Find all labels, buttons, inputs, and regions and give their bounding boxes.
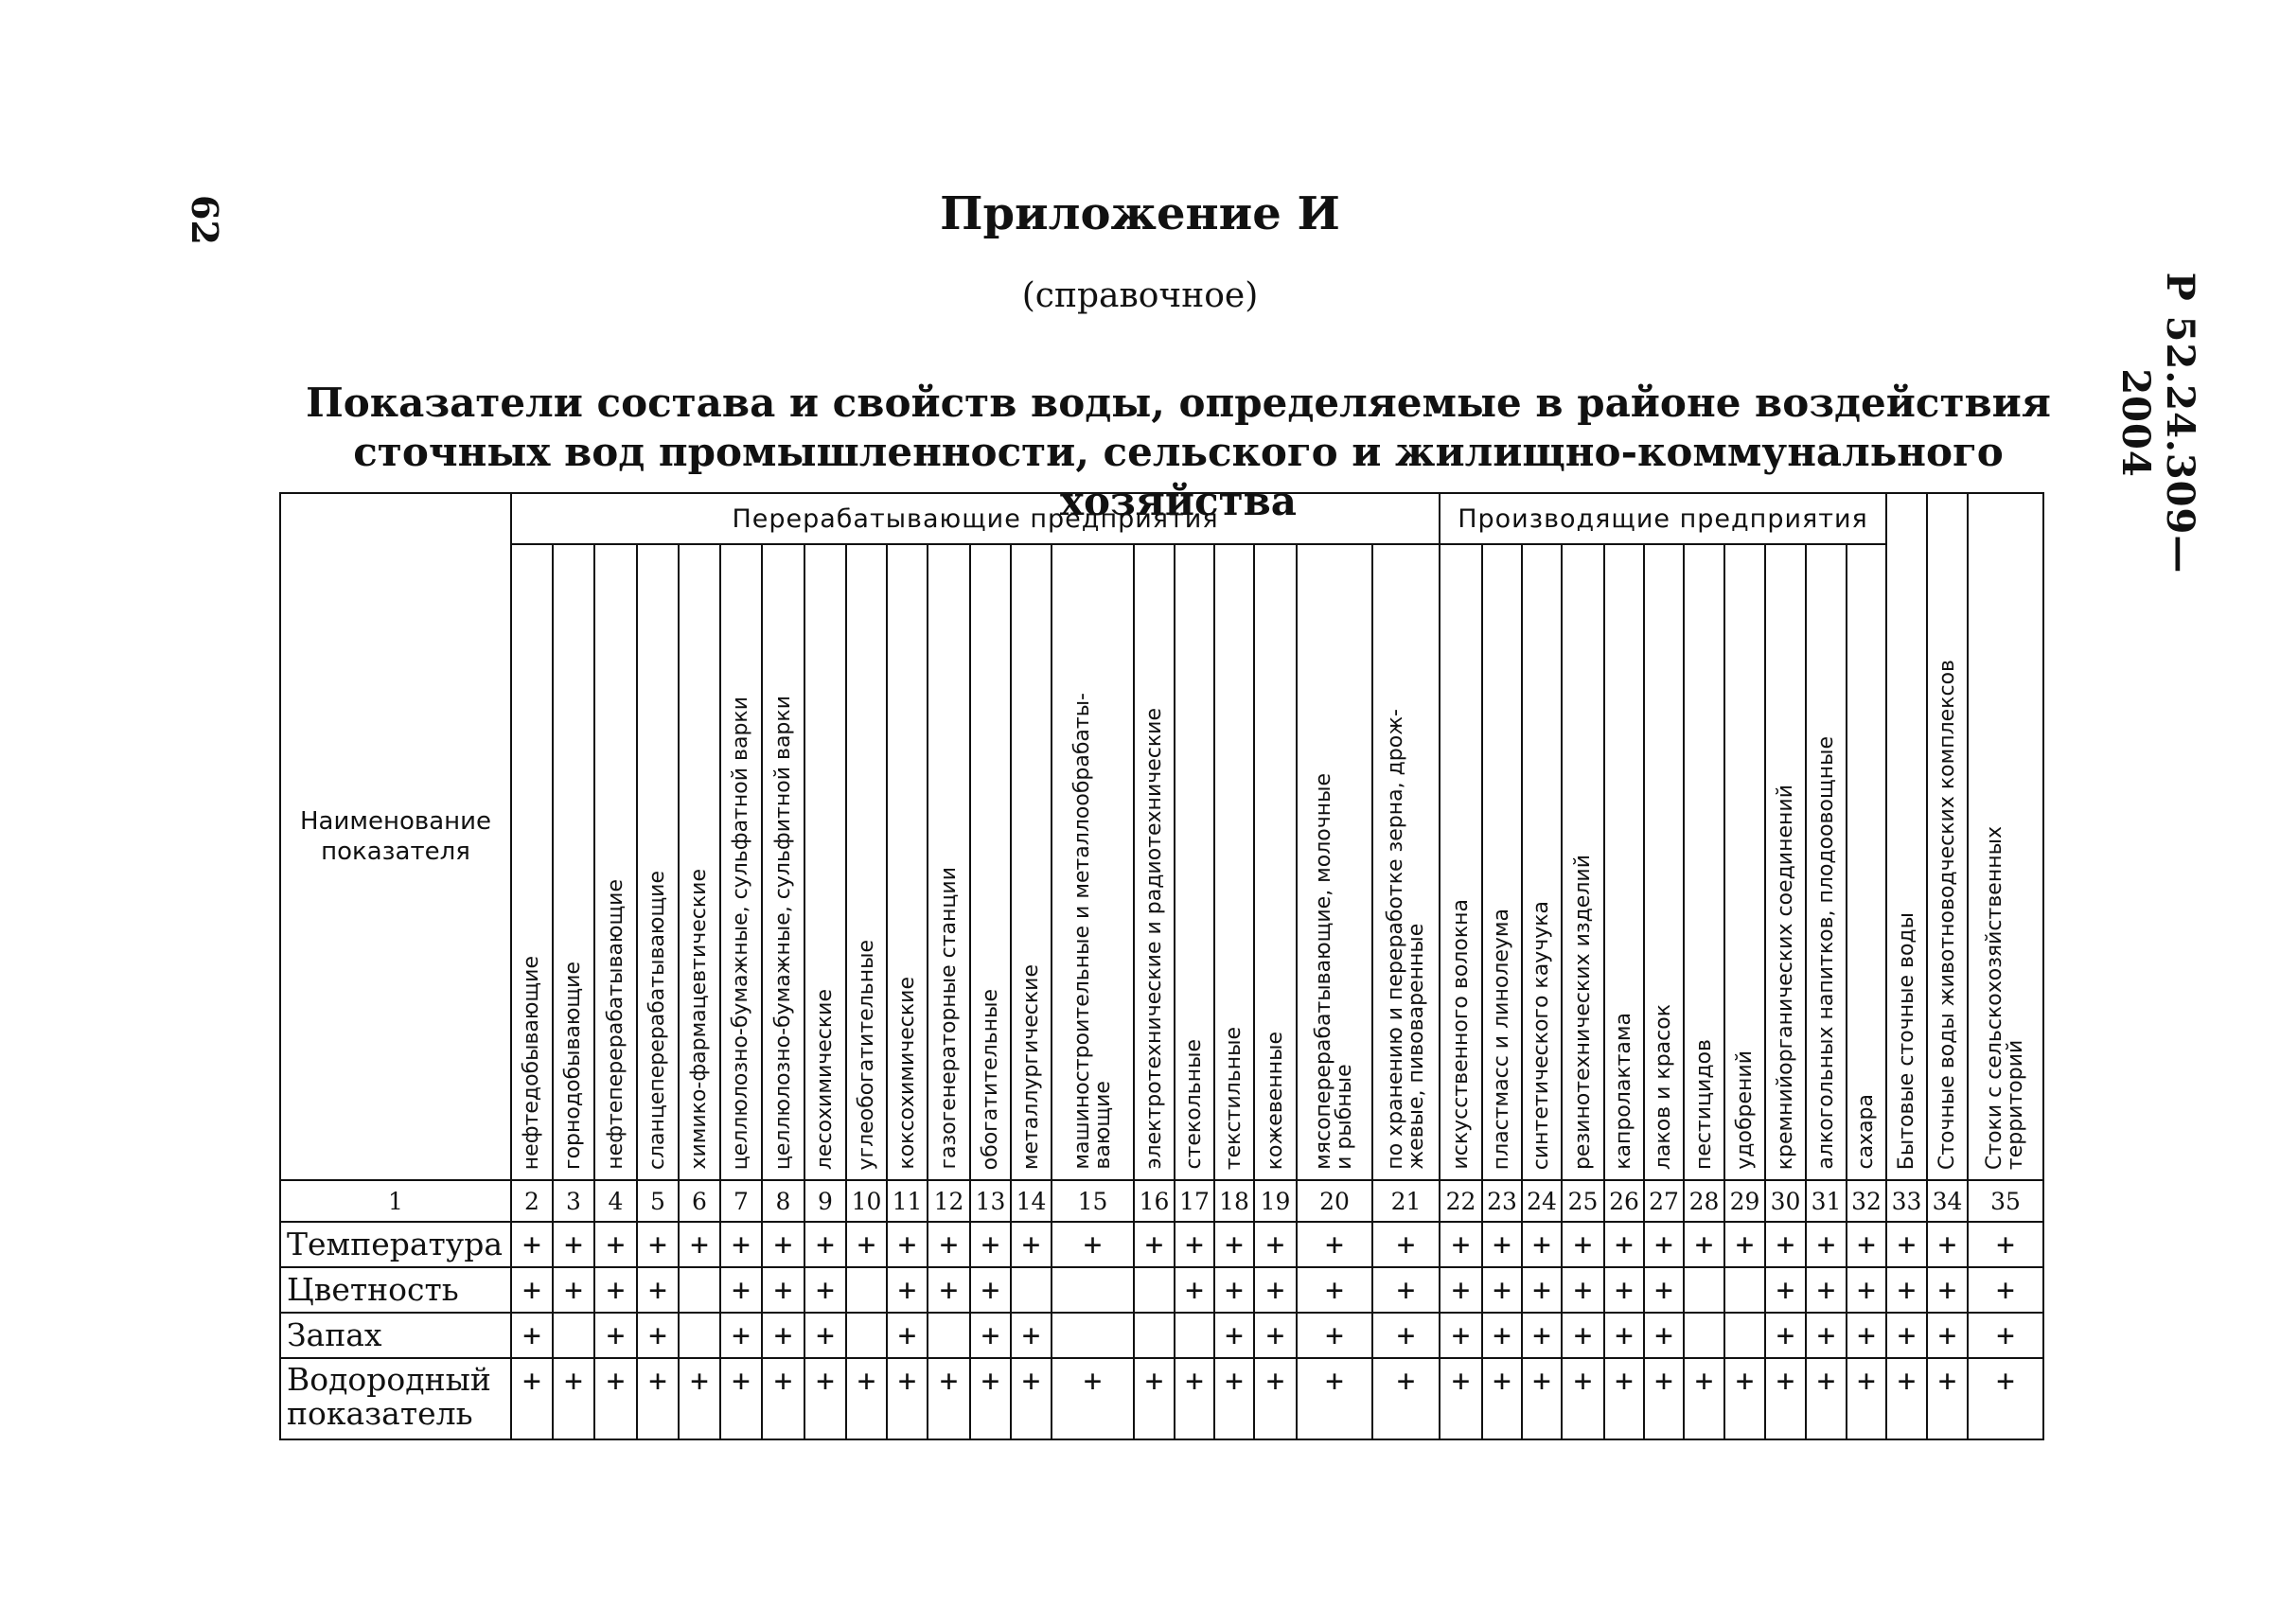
page-number: 62 [183,195,226,245]
col-header-21: по хранению и переработке зерна, дрож- жевые, пивоваренные [1372,544,1440,1180]
table-cell: + [637,1313,679,1358]
column-number: 26 [1604,1180,1644,1222]
table-cell: + [1765,1222,1806,1267]
table-cell: + [637,1267,679,1313]
col-header-5: сланцеперерабатывающие [637,544,679,1180]
table-cell: + [1440,1313,1482,1358]
table-cell [1175,1313,1214,1358]
table-cell: + [1175,1222,1214,1267]
table-cell: + [720,1267,762,1313]
table-cell: + [970,1222,1011,1267]
col-header-18: текстильные [1214,544,1254,1180]
table-cell: + [1968,1358,2043,1439]
table-cell: + [846,1358,887,1439]
col-header-2: нефтедобывающие [511,544,553,1180]
indicator-name: Температура [280,1222,511,1267]
column-number: 21 [1372,1180,1440,1222]
col-header-11: коксохимические [887,544,928,1180]
table-cell: + [1254,1222,1297,1267]
table-cell: + [762,1222,804,1267]
table-cell: + [1847,1313,1886,1358]
table-cell [1684,1267,1724,1313]
table-row [280,1358,2043,1439]
column-number: 9 [804,1180,846,1222]
table-cell: + [1927,1313,1968,1358]
column-number: 14 [1011,1180,1052,1222]
table-cell: + [1522,1313,1562,1358]
column-number: 12 [928,1180,970,1222]
table-cell: + [887,1313,928,1358]
col-header-7: целлюлозно-бумажные, сульфатной варки [720,544,762,1180]
table-cell: + [1297,1267,1372,1313]
table-cell: + [887,1358,928,1439]
table-cell: + [1297,1358,1372,1439]
col-header-35: Стоки с сельскохозяйственных территорий [1968,493,2043,1180]
col-header-24: синтетического каучука [1522,544,1562,1180]
col-header-22: искусственного волокна [1440,544,1482,1180]
column-number: 7 [720,1180,762,1222]
indicator-name: Цветность [280,1267,511,1313]
appendix-subtitle: (справочное) [1021,276,1259,315]
table-cell: + [1011,1313,1052,1358]
column-number: 28 [1684,1180,1724,1222]
table-cell: + [1522,1222,1562,1267]
table-cell: + [1522,1358,1562,1439]
column-number: 32 [1847,1180,1886,1222]
table-cell [1724,1313,1765,1358]
table-cell: + [1522,1267,1562,1313]
group-processing: Перерабатывающие предприятия [511,493,1440,544]
table-cell: + [1765,1313,1806,1358]
table-cell: + [553,1358,594,1439]
table-cell: + [762,1358,804,1439]
column-number: 3 [553,1180,594,1222]
col-header-20: мясоперерабатывающие, молочные и рыбные [1297,544,1372,1180]
table-cell: + [1644,1358,1684,1439]
table-cell: + [1604,1313,1644,1358]
heading-line-2: сточных вод промышленности, сельского и жилищно-коммунального хозяйства [353,429,2004,524]
table-cell: + [1806,1267,1847,1313]
table-cell: + [762,1313,804,1358]
table-cell: + [511,1313,553,1358]
column-number: 16 [1134,1180,1175,1222]
table-cell: + [553,1222,594,1267]
table-cell: + [637,1358,679,1439]
table-cell: + [1765,1358,1806,1439]
table-cell: + [804,1267,846,1313]
table-cell: + [1440,1222,1482,1267]
table-cell: + [1968,1222,2043,1267]
column-number: 1 [280,1180,511,1222]
table-cell: + [928,1222,970,1267]
table-cell: + [1847,1222,1886,1267]
indicator-name: Запах [280,1313,511,1358]
column-number: 17 [1175,1180,1214,1222]
column-number: 22 [1440,1180,1482,1222]
col-header-31: алкогольных напитков, плодоовощные [1806,544,1847,1180]
indicators-table [279,492,2044,1440]
table-cell: + [1562,1358,1604,1439]
table-cell: + [1254,1358,1297,1439]
col-header-30: кремнийорганических соединений [1765,544,1806,1180]
column-number: 25 [1562,1180,1604,1222]
table-cell: + [1927,1222,1968,1267]
table-cell [928,1313,970,1358]
table-cell: + [720,1222,762,1267]
table-cell: + [1214,1267,1254,1313]
table-cell: + [1052,1222,1134,1267]
table-cell: + [1562,1313,1604,1358]
col-header-3: горнодобывающие [553,544,594,1180]
col-header-4: нефтеперерабатывающие [594,544,637,1180]
appendix-title: Приложение И [940,187,1340,240]
table-cell [1052,1313,1134,1358]
col-header-9: лесохимические [804,544,846,1180]
table-cell: + [1372,1267,1440,1313]
col-header-6: химико-фармацевтические [679,544,720,1180]
column-number: 6 [679,1180,720,1222]
table-cell: + [1372,1358,1440,1439]
table-cell: + [1440,1267,1482,1313]
table-cell: + [846,1222,887,1267]
table-cell: + [1175,1267,1214,1313]
col-header-15: машиностроительные и металлообрабаты- вающие [1052,544,1134,1180]
column-number: 18 [1214,1180,1254,1222]
table-cell: + [720,1358,762,1439]
table-cell: + [970,1313,1011,1358]
column-number: 27 [1644,1180,1684,1222]
col-header-14: металлургические [1011,544,1052,1180]
indicator-name: Водородный показатель [280,1358,511,1439]
table-cell: + [1724,1358,1765,1439]
table-cell: + [1482,1267,1522,1313]
column-number: 11 [887,1180,928,1222]
table-cell: + [594,1358,637,1439]
table-cell: + [1684,1358,1724,1439]
table-cell: + [1806,1358,1847,1439]
table-cell: + [1604,1358,1644,1439]
table-cell: + [1886,1267,1927,1313]
column-number: 20 [1297,1180,1372,1222]
table-cell [1684,1313,1724,1358]
table-cell [1134,1313,1175,1358]
table-cell: + [511,1222,553,1267]
table-cell: + [1214,1358,1254,1439]
table-cell: + [1644,1222,1684,1267]
table-cell: + [970,1358,1011,1439]
table-cell: + [1886,1358,1927,1439]
table-cell: + [804,1313,846,1358]
column-number: 5 [637,1180,679,1222]
col-header-23: пластмасс и линолеума [1482,544,1522,1180]
table-cell [1052,1267,1134,1313]
table-cell: + [1011,1222,1052,1267]
table-cell: + [1806,1222,1847,1267]
table-cell: + [1372,1222,1440,1267]
column-number: 13 [970,1180,1011,1222]
col-header-25: резинотехнических изделий [1562,544,1604,1180]
column-number: 33 [1886,1180,1927,1222]
col-header-33: Бытовые сточные воды [1886,493,1927,1180]
table-cell: + [887,1222,928,1267]
column-number: 4 [594,1180,637,1222]
col-header-28: пестицидов [1684,544,1724,1180]
col-header-13: обогатительные [970,544,1011,1180]
col-header-32: сахара [1847,544,1886,1180]
col-header-10: углеобогатительные [846,544,887,1180]
column-number: 24 [1522,1180,1562,1222]
table-cell: + [887,1267,928,1313]
table-cell: + [804,1358,846,1439]
table-cell: + [1562,1222,1604,1267]
table-cell: + [1011,1358,1052,1439]
table-cell: + [594,1222,637,1267]
table-cell: + [762,1267,804,1313]
column-number: 10 [846,1180,887,1222]
table-cell: + [1806,1313,1847,1358]
table-cell: + [679,1358,720,1439]
name-header: Наименование показателя [280,493,511,1180]
table-cell [679,1267,720,1313]
col-header-12: газогенераторные станции [928,544,970,1180]
table-cell: + [1254,1267,1297,1313]
table-cell: + [1847,1267,1886,1313]
table-cell: + [1297,1313,1372,1358]
col-header-17: стекольные [1175,544,1214,1180]
table-cell [846,1267,887,1313]
table-cell: + [511,1358,553,1439]
table-cell: + [1214,1222,1254,1267]
table-cell: + [1604,1222,1644,1267]
column-number: 8 [762,1180,804,1222]
column-number: 19 [1254,1180,1297,1222]
column-number: 23 [1482,1180,1522,1222]
column-number: 29 [1724,1180,1765,1222]
table-cell: + [1968,1267,2043,1313]
table-cell: + [1927,1358,1968,1439]
table-row [280,1267,2043,1313]
table-cell [679,1313,720,1358]
table-cell: + [1886,1313,1927,1358]
table-row [280,1313,2043,1358]
column-number: 31 [1806,1180,1847,1222]
table-cell: + [1968,1313,2043,1358]
table-cell: + [1482,1313,1522,1358]
column-number: 15 [1052,1180,1134,1222]
table-cell [846,1313,887,1358]
col-header-26: капролактама [1604,544,1644,1180]
table-cell: + [511,1267,553,1313]
table-cell: + [720,1313,762,1358]
table-cell: + [1372,1313,1440,1358]
table-cell: + [1886,1222,1927,1267]
table-cell: + [1482,1358,1522,1439]
table-cell: + [1604,1267,1644,1313]
col-header-27: лаков и красок [1644,544,1684,1180]
table-cell: + [970,1267,1011,1313]
table-cell: + [1297,1222,1372,1267]
col-header-29: удобрений [1724,544,1765,1180]
table-cell [1011,1267,1052,1313]
table-cell: + [1440,1358,1482,1439]
col-header-8: целлюлозно-бумажные, сульфитной варки [762,544,804,1180]
table-cell: + [679,1222,720,1267]
table-cell: + [1482,1222,1522,1267]
col-header-19: кожевенные [1254,544,1297,1180]
group-producing: Производящие предприятия [1440,493,1886,544]
table-cell: + [1175,1358,1214,1439]
column-number: 30 [1765,1180,1806,1222]
table-cell [1134,1267,1175,1313]
col-header-16: электротехнические и радиотехнические [1134,544,1175,1180]
column-number: 2 [511,1180,553,1222]
table-cell: + [1134,1222,1175,1267]
table-cell: + [1214,1313,1254,1358]
table-cell: + [637,1222,679,1267]
table-cell: + [1134,1358,1175,1439]
table-cell: + [1254,1313,1297,1358]
table-cell: + [594,1313,637,1358]
column-number: 35 [1968,1180,2043,1222]
heading-line-1: Показатели состава и свойств воды, определяемые в районе воздействия [306,380,2051,426]
table-cell: + [1052,1358,1134,1439]
column-number: 34 [1927,1180,1968,1222]
table-cell: + [928,1267,970,1313]
col-header-34: Сточные воды животноводческих комплексов [1927,493,1968,1180]
table-cell: + [1684,1222,1724,1267]
table-cell: + [553,1267,594,1313]
table-cell: + [1724,1222,1765,1267]
table-cell [553,1313,594,1358]
table-row [280,1222,2043,1267]
table-cell: + [804,1222,846,1267]
table-cell: + [1644,1267,1684,1313]
table-cell: + [1927,1267,1968,1313]
table-cell: + [594,1267,637,1313]
table-cell: + [1847,1358,1886,1439]
table-cell: + [1644,1313,1684,1358]
table-cell: + [1562,1267,1604,1313]
document-code: Р 52.24.309—2004 [2113,272,2202,574]
table-cell: + [1765,1267,1806,1313]
table-cell: + [928,1358,970,1439]
table-cell [1724,1267,1765,1313]
